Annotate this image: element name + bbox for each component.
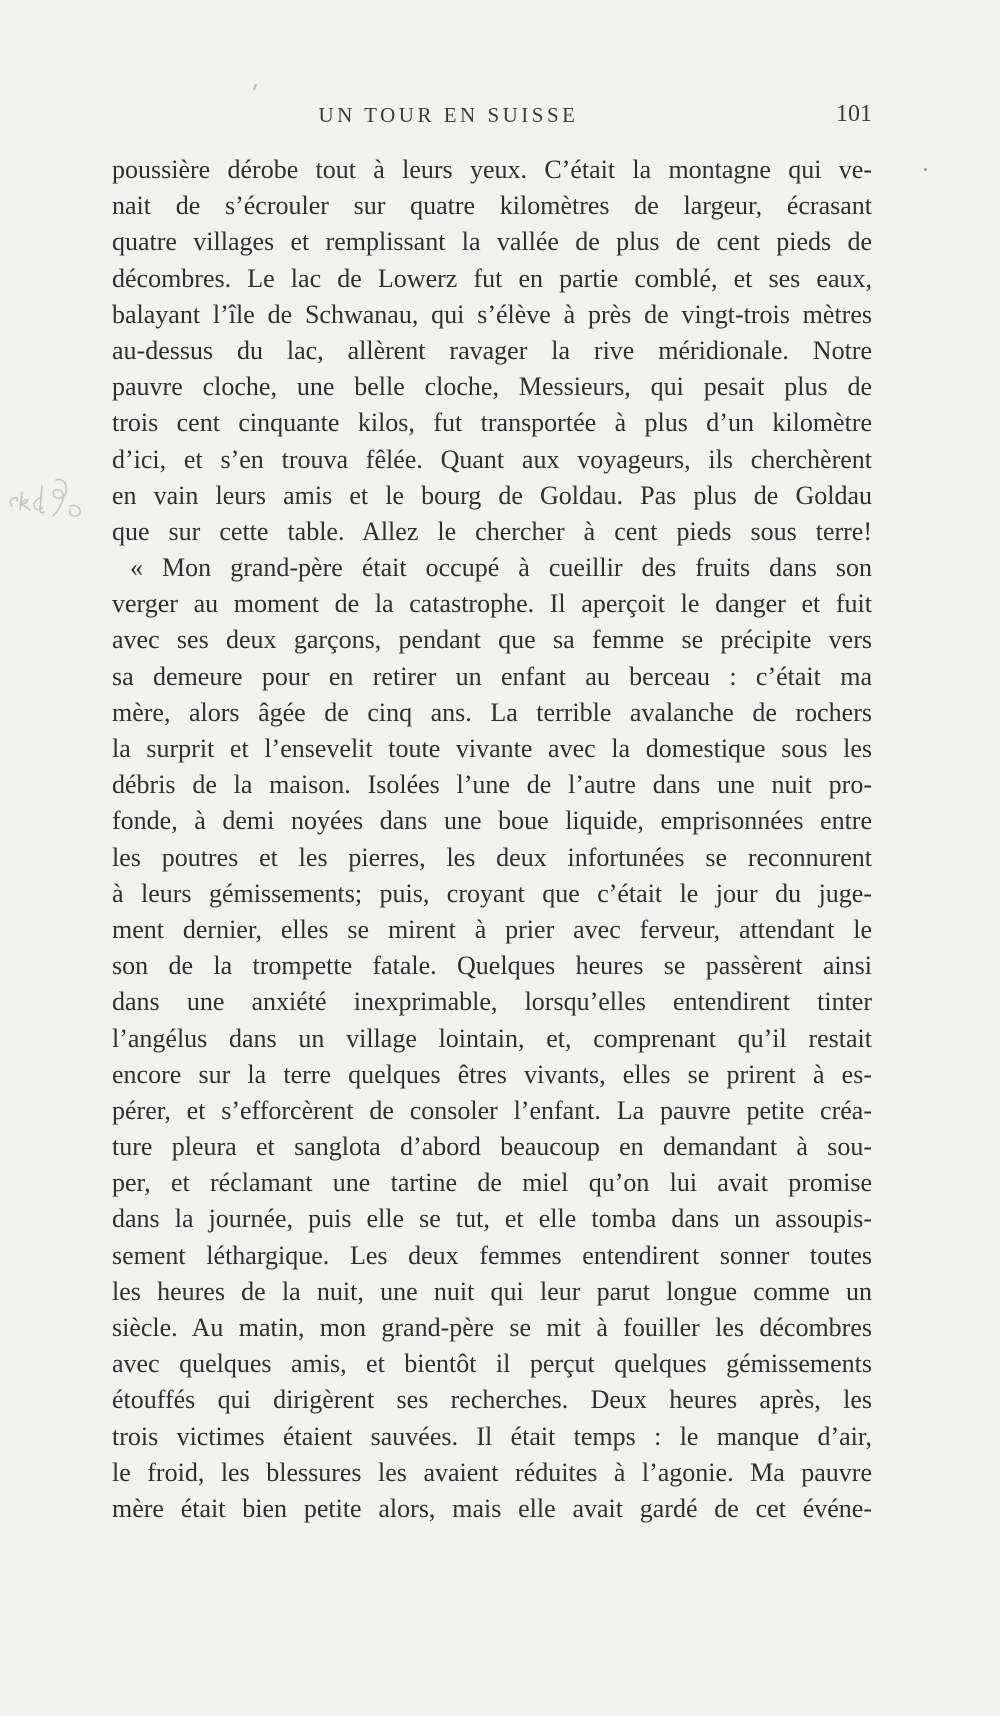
paper-speck — [924, 168, 927, 171]
text-line: mère était bien petite alors, mais elle avait gardé de cet événe- — [112, 1493, 872, 1523]
text-line: le froid, les blessures les avaient réduites à l’agonie. Ma pauvre — [112, 1457, 872, 1487]
text-line: encore sur la terre quelques êtres vivants, elles se prirent à es- — [112, 1059, 872, 1089]
text-line: trois victimes étaient sauvées. Il était temps : le manque d’air, — [112, 1421, 872, 1451]
running-header — [112, 103, 872, 133]
text-line: verger au moment de la catastrophe. Il aperçoit le danger et fuit — [112, 589, 872, 619]
text-line: que sur cette table. Allez le chercher à cent pieds sous terre! — [112, 516, 872, 546]
text-line: en vain leurs amis et le bourg de Goldau. Pas plus de Goldau — [112, 480, 872, 510]
text-line: la surprit et l’ensevelit toute vivante avec la domestique sous les — [112, 734, 872, 763]
text-line: avec ses deux garçons, pendant que sa femme se précipite vers — [112, 625, 872, 655]
text-line: son de la trompette fatale. Quelques heures se passèrent ainsi — [112, 951, 872, 981]
text-line: per, et réclamant une tartine de miel qu’on lui avait promise — [112, 1168, 872, 1198]
text-line: siècle. Au matin, mon grand-père se mit à fouiller les décombres — [112, 1313, 872, 1342]
text-line: sa demeure pour en retirer un enfant au berceau : c’était ma — [112, 661, 872, 691]
text-line: les heures de la nuit, une nuit qui leur parut longue comme un — [112, 1276, 872, 1306]
text-line: ture pleura et sanglota d’abord beaucoup en demandant à sou- — [112, 1132, 872, 1162]
text-line: pauvre cloche, une belle cloche, Messieurs, qui pesait plus de — [112, 372, 872, 402]
text-line: décombres. Le lac de Lowerz fut en partie comblé, et ses eaux, — [112, 263, 872, 293]
text-line: les poutres et les pierres, les deux infortunées se reconnurent — [112, 842, 872, 872]
text-line: dans la journée, puis elle se tut, et elle tomba dans un assoupis- — [112, 1204, 872, 1234]
text-line: trois cent cinquante kilos, fut transportée à plus d’un kilomètre — [112, 408, 872, 438]
handwritten-margin-annotation — [6, 476, 86, 526]
text-line: avec quelques amis, et bientôt il perçut quelques gémissements — [112, 1349, 872, 1379]
text-line: balayant l’île de Schwanau, qui s’élève à près de vingt-trois mètres — [112, 299, 872, 329]
text-line: l’angélus dans un village lointain, et, comprenant qu’il restait — [112, 1023, 872, 1053]
text-line: poussière dérobe tout à leurs yeux. C’était la montagne qui ve- — [112, 155, 872, 184]
text-line: quatre villages et remplissant la vallée de plus de cent pieds de — [112, 227, 872, 257]
paragraph-start-line: « Mon grand-père était occupé à cueillir des fruits dans son — [130, 553, 872, 583]
text-line: mère, alors âgée de cinq ans. La terrible avalanche de rochers — [112, 697, 872, 727]
text-line: au-dessus du lac, allèrent ravager la rive méridionale. Notre — [112, 335, 872, 365]
text-line: d’ici, et s’en trouva fêlée. Quant aux voyageurs, ils cherchèrent — [112, 444, 872, 474]
text-line: débris de la maison. Isolées l’une de l’autre dans une nuit pro- — [112, 770, 872, 800]
page-number: 101 — [836, 101, 872, 127]
paper-speck — [253, 84, 257, 90]
text-line: sement léthargique. Les deux femmes entendirent sonner toutes — [112, 1240, 872, 1270]
text-line: à leurs gémissements; puis, croyant que c’était le jour du juge- — [112, 878, 872, 908]
text-line: ment dernier, elles se mirent à prier avec ferveur, attendant le — [112, 914, 872, 944]
text-line: étouffés qui dirigèrent ses recherches. Deux heures après, les — [112, 1385, 872, 1415]
text-line: pérer, et s’efforcèrent de consoler l’enfant. La pauvre petite créa- — [112, 1095, 872, 1125]
body-text — [112, 152, 872, 1527]
text-line: fonde, à demi noyées dans une boue liquide, emprisonnées entre — [112, 806, 872, 836]
text-line: dans une anxiété inexprimable, lorsqu’elles entendirent tinter — [112, 987, 872, 1017]
running-title: UN TOUR EN SUISSE — [318, 103, 579, 127]
text-line: nait de s’écrouler sur quatre kilomètres de largeur, écrasant — [112, 191, 872, 221]
